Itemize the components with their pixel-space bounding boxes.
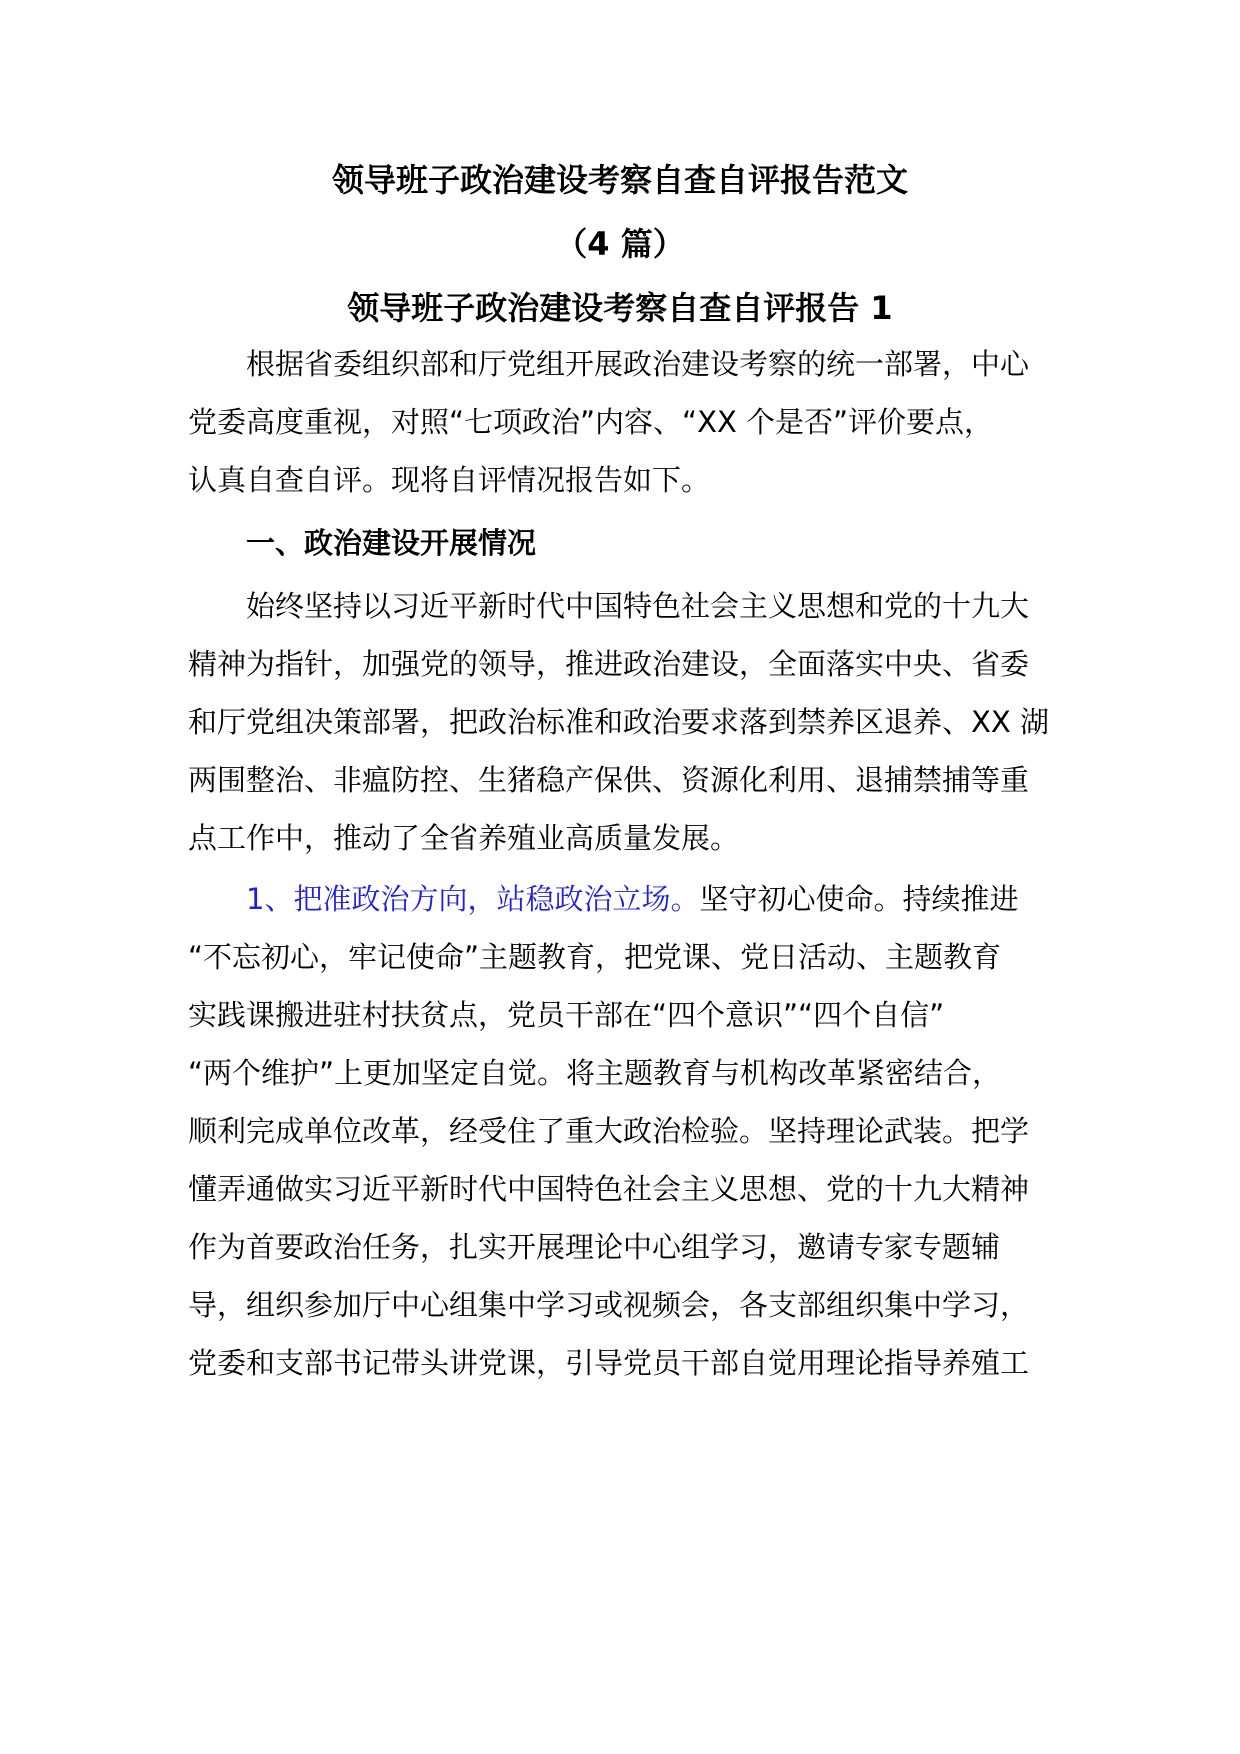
point-paragraph-line: 懂弄通做实习近平新时代中国特色社会主义思想、党的十九大精神 [188, 1172, 1030, 1206]
intro-line: 认真自查自评。现将自评情况报告如下。 [188, 463, 711, 497]
section-heading: 一、政治建设开展情况 [246, 526, 537, 560]
intro-line: 党委高度重视，对照“七项政治”内容、“XX 个是否”评价要点， [188, 405, 994, 439]
document-title: 领导班子政治建设考察自查自评报告范文 [331, 161, 908, 199]
section-paragraph-line: 始终坚持以习近平新时代中国特色社会主义思想和党的十九大 [246, 589, 1030, 623]
point-paragraph-line: “两个维护”上更加坚定自觉。将主题教育与机构改革紧密结合， [188, 1056, 1002, 1090]
point-paragraph-line: “不忘初心，牢记使命”主题教育，把党课、党日活动、主题教育 [188, 940, 1002, 974]
point-text: 坚守初心使命。持续推进 [699, 882, 1019, 916]
point-paragraph-line: 导，组织参加厅中心组集中学习或视频会，各支部组织集中学习， [188, 1288, 1030, 1322]
report-subtitle: 领导班子政治建设考察自查自评报告 1 [347, 289, 893, 327]
point-paragraph-line: 顺利完成单位改革，经受住了重大政治检验。坚持理论武装。把学 [188, 1114, 1030, 1148]
point-paragraph-line: 作为首要政治任务，扎实开展理论中心组学习，邀请专家专题辅 [188, 1230, 1001, 1264]
intro-line: 根据省委组织部和厅党组开展政治建设考察的统一部署，中心 [246, 347, 1030, 381]
section-paragraph-line: 两围整治、非瘟防控、生猪稳产保供、资源化利用、退捕禁捕等重 [188, 763, 1030, 797]
section-paragraph-line: 和厅党组决策部署，把政治标准和政治要求落到禁养区退养、XX 湖 [188, 705, 1049, 739]
point-paragraph-line: 党委和支部书记带头讲党课，引导党员干部自觉用理论指导养殖工 [188, 1346, 1030, 1380]
section-paragraph-line: 精神为指针，加强党的领导，推进政治建设，全面落实中央、省委 [188, 647, 1030, 681]
document-title-count: （4 篇） [555, 225, 685, 263]
point-paragraph-first-line [246, 880, 1018, 918]
section-paragraph-line: 点工作中，推动了全省养殖业高质量发展。 [188, 821, 740, 855]
point-heading: 1、把准政治方向，站稳政治立场。 [246, 882, 700, 916]
point-paragraph-line: 实践课搬进驻村扶贫点，党员干部在“四个意识”“四个自信” [188, 998, 945, 1032]
